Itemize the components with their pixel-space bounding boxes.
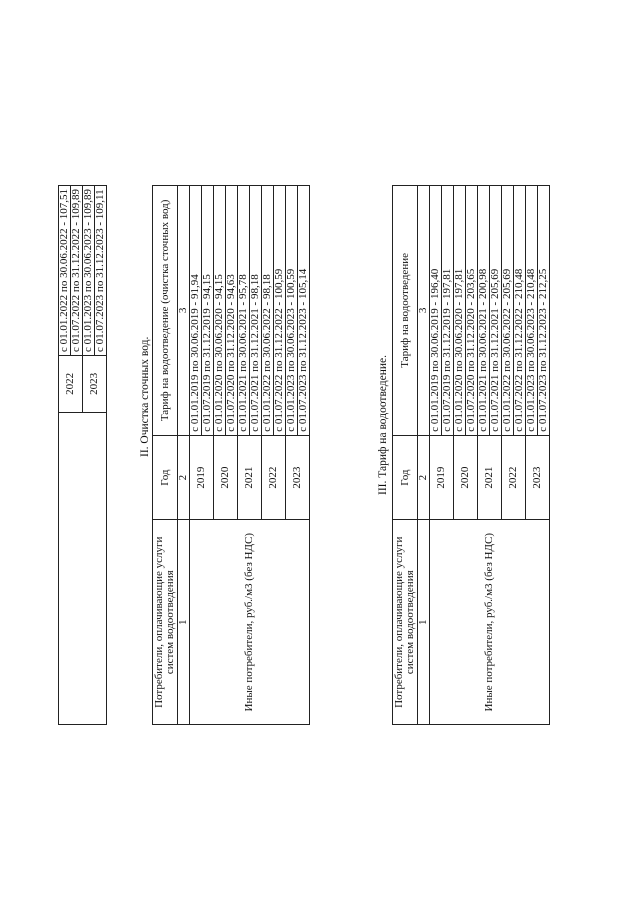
period-cell: с 01.07.2021 по 31.12.2021 - 98,18 (250, 186, 262, 436)
year-cell: 2020 (214, 435, 238, 520)
year-cell: 2020 (454, 435, 478, 520)
period-cell: с 01.07.2019 по 31.12.2019 - 197,81 (442, 186, 454, 436)
wastewater-treatment-tariff-table (152, 185, 310, 725)
period-cell: с 01.07.2023 по 31.12.2023 - 105,14 (298, 186, 310, 436)
wastewater-tariff-table (392, 185, 550, 725)
period-cell: с 01.01.2022 по 30.06.2022 - 205,69 (502, 186, 514, 436)
period-cell: с 01.01.2020 по 30.06.2020 - 197,81 (454, 186, 466, 436)
year-cell: 2021 (238, 435, 262, 520)
column-number: 1 (418, 520, 430, 725)
period-cell: с 01.01.2021 по 30.06.2021 - 200,98 (478, 186, 490, 436)
period-cell: с 01.01.2019 по 30.06.2019 - 91,94 (190, 186, 202, 436)
year-cell: 2021 (478, 435, 502, 520)
year-cell: 2019 (190, 435, 214, 520)
table-row (59, 186, 71, 725)
header-row (153, 186, 178, 725)
column-number: 2 (178, 435, 190, 520)
tariff-header: Тариф на водоотведение (393, 186, 418, 436)
period-cell: с 01.07.2023 по 31.12.2023 - 212,25 (538, 186, 550, 436)
table-row (430, 186, 442, 725)
column-number-row (418, 186, 430, 725)
period-cell: с 01.07.2020 по 31.12.2020 - 203,65 (466, 186, 478, 436)
year-cell: 2023 (286, 435, 310, 520)
period-cell: с 01.01.2021 по 30.06.2021 - 95,78 (238, 186, 250, 436)
period-cell: с 01.07.2020 по 31.12.2020 - 94,63 (226, 186, 238, 436)
period-cell: с 01.07.2022 по 31.12.2022 - 109,89 (71, 186, 83, 356)
header-row (393, 186, 418, 725)
period-cell: с 01.07.2022 по 31.12.2022 - 100,59 (274, 186, 286, 436)
column-number-row (178, 186, 190, 725)
period-cell: с 01.07.2021 по 31.12.2021 - 205,69 (490, 186, 502, 436)
column-number: 3 (418, 186, 430, 436)
year-cell: 2023 (526, 435, 550, 520)
period-cell: с 01.01.2022 по 30.06.2022 - 98,18 (262, 186, 274, 436)
consumer-cell: Иные потребители, руб./м3 (без НДС) (190, 520, 310, 725)
year-cell: 2022 (59, 355, 83, 412)
column-number: 3 (178, 186, 190, 436)
section3-title: III. Тариф на водоотведение. (377, 355, 389, 495)
period-cell: с 01.01.2019 по 30.06.2019 - 196,40 (430, 186, 442, 436)
period-cell: с 01.01.2020 по 30.06.2020 - 94,15 (214, 186, 226, 436)
period-cell: с 01.01.2023 по 30.06.2023 - 109,89 (83, 186, 95, 356)
table-row (190, 186, 202, 725)
tariff-header: Тариф на водоотведение (очистка сточных вод) (153, 186, 178, 436)
year-cell: 2022 (262, 435, 286, 520)
tariff-continuation-table (58, 185, 107, 725)
period-cell: с 01.01.2023 по 30.06.2023 - 100,59 (286, 186, 298, 436)
year-header: Год (393, 435, 418, 520)
consumers-header: Потребители, оплачивающие услуги систем водоотведения (393, 520, 418, 725)
consumer-cell (59, 412, 107, 724)
period-cell: с 01.07.2019 по 31.12.2019 - 94,15 (202, 186, 214, 436)
year-cell: 2022 (502, 435, 526, 520)
period-cell: с 01.01.2023 по 30.06.2023 - 210,48 (526, 186, 538, 436)
section2-title: II. Очистка сточных вод. (139, 336, 151, 457)
period-cell: с 01.07.2022 по 31.12.2022 - 210,48 (514, 186, 526, 436)
year-cell: 2019 (430, 435, 454, 520)
column-number: 2 (418, 435, 430, 520)
year-header: Год (153, 435, 178, 520)
consumer-cell: Иные потребители, руб./м3 (без НДС) (430, 520, 550, 725)
consumers-header: Потребители, оплачивающие услуги систем водоотведения (153, 520, 178, 725)
period-cell: с 01.01.2022 по 30.06.2022 - 107,51 (59, 186, 71, 356)
year-cell: 2023 (83, 355, 107, 412)
period-cell: с 01.07.2023 по 31.12.2023 - 109,11 (95, 186, 107, 356)
column-number: 1 (178, 520, 190, 725)
